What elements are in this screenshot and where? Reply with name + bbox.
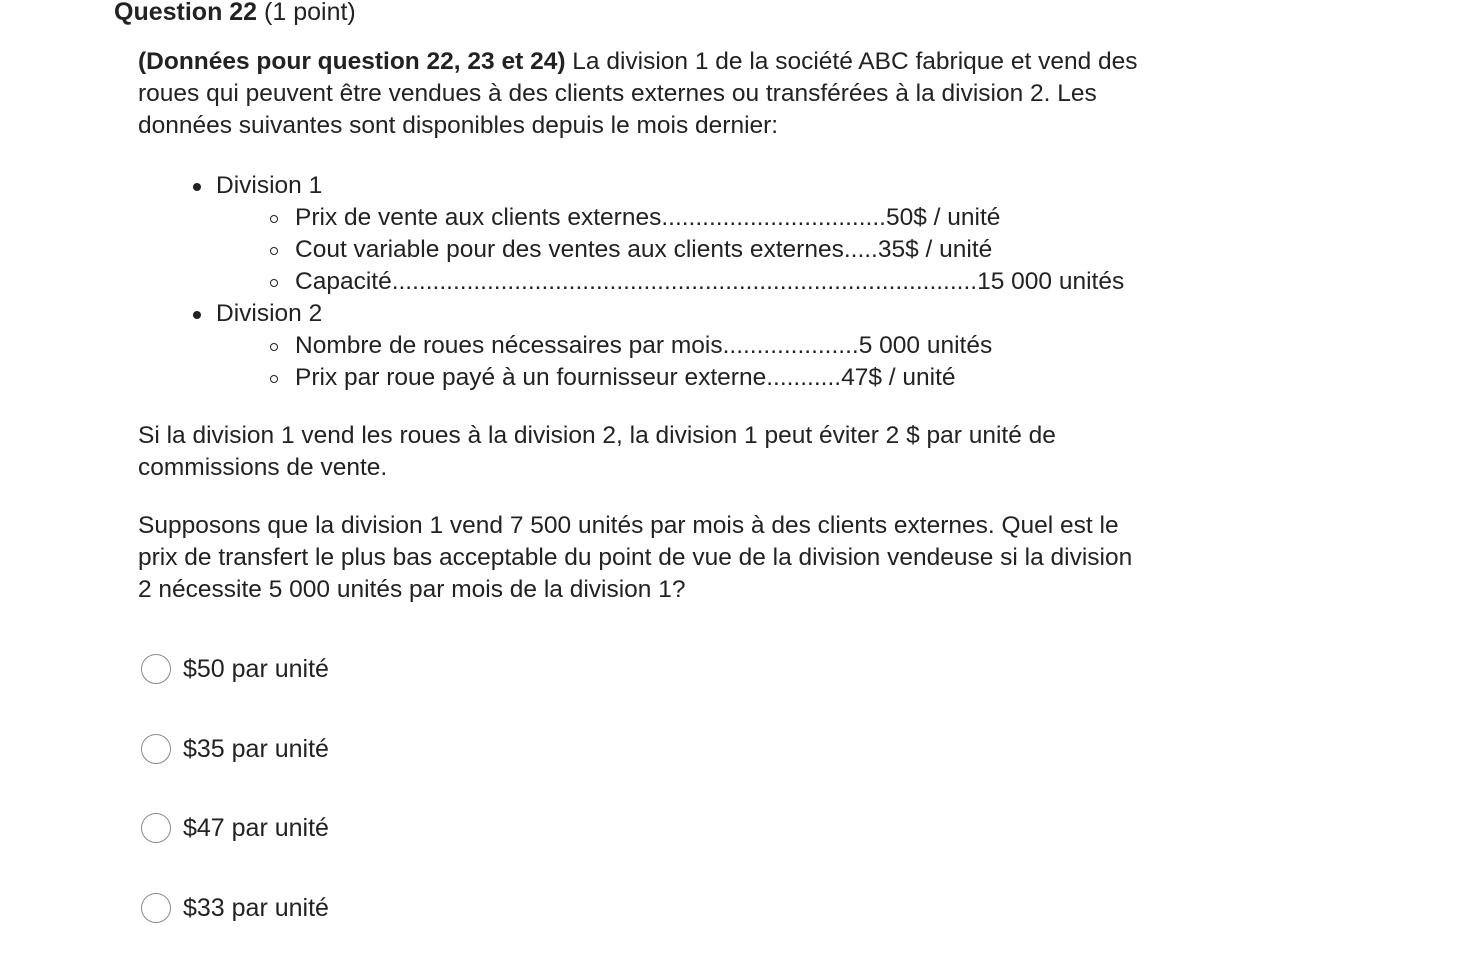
answer-option-1[interactable]	[141, 648, 329, 690]
question-title: Question 22	[114, 0, 258, 26]
question-prompt: Supposons que la division 1 vend 7 500 unités par mois à des clients externes. Quel est le prix de transfert le plus bas acceptable du point de vue de la division vendeuse si la division 2 nécessite 5 000 unités par mois de la division 1?	[138, 512, 1133, 603]
division-list-item	[190, 170, 1148, 298]
answer-choices	[141, 648, 329, 966]
question-points: (1 point)	[257, 0, 356, 26]
sublist-item: Prix par roue payé à un fournisseur externe...........47$ / unité	[268, 362, 1148, 394]
sublist-item: Nombre de roues nécessaires par mois....................5 000 unités	[268, 330, 1148, 362]
answer-option-2[interactable]	[141, 728, 329, 770]
division-list	[138, 170, 1148, 394]
commission-paragraph: Si la division 1 vend les roues à la division 2, la division 1 peut éviter 2 $ par unité de commissions de vente.	[138, 422, 1056, 481]
radio-button[interactable]	[141, 893, 171, 923]
answer-option-label[interactable]: $33 par unité	[183, 893, 329, 922]
question-body	[138, 46, 1148, 606]
answer-option-label[interactable]: $35 par unité	[183, 734, 329, 763]
radio-button[interactable]	[141, 813, 171, 843]
sublist-item: Cout variable pour des ventes aux clients externes.....35$ / unité	[268, 234, 1148, 266]
sublist-item: Prix de vente aux clients externes.................................50$ / unité	[268, 202, 1148, 234]
question-header	[114, 0, 356, 27]
radio-button[interactable]	[141, 654, 171, 684]
division-label: Division 1	[216, 172, 323, 199]
answer-option-3[interactable]	[141, 807, 329, 849]
division-2-sublist	[216, 330, 1148, 394]
division-list-item	[190, 298, 1148, 394]
intro-bold-text: (Données pour question 22, 23 et 24)	[138, 48, 566, 75]
answer-option-label[interactable]: $47 par unité	[183, 814, 329, 842]
answer-option-label[interactable]: $50 par unité	[183, 655, 329, 683]
sublist-item: Capacité......................................................................................15 000 unités	[268, 266, 1148, 298]
radio-button[interactable]	[141, 734, 171, 764]
division-label: Division 2	[216, 300, 323, 327]
division-1-sublist	[216, 202, 1148, 298]
question-intro	[138, 46, 1148, 142]
answer-option-4[interactable]	[141, 887, 329, 929]
intro-text: La division 1 de la société ABC fabrique et vend des roues qui peuvent être vendues à des clients externes ou transférées à la division 2. Les données suivantes sont disponibles depuis le mois dernier:	[138, 48, 1138, 139]
